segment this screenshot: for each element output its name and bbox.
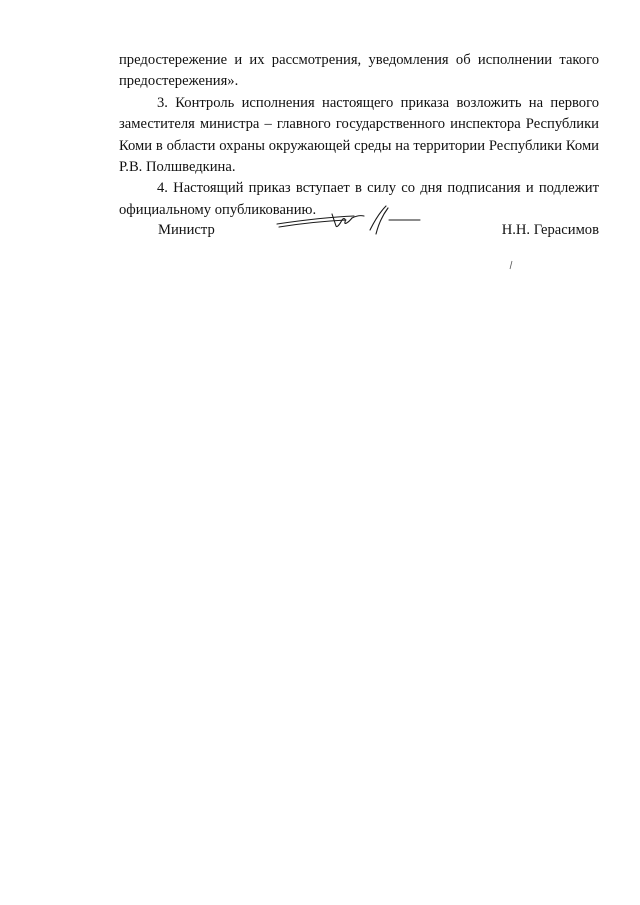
paragraph-continuation: предостережение и их рассмотрения, уведомления об исполнении такого предостережения». [119, 52, 599, 90]
signatory-name: Н.Н. Герасимов [501, 222, 599, 238]
signature-block [119, 218, 599, 248]
handwritten-signature [274, 204, 424, 246]
document-body [119, 50, 599, 221]
signatory-title: Министр [158, 222, 215, 238]
stray-pen-mark [508, 260, 514, 270]
paragraph-item-4: 4. Настоящий приказ вступает в силу со дня подписания и подлежит официальному опубликованию. [119, 180, 599, 218]
paragraph-item-3: 3. Контроль исполнения настоящего приказа возложить на первого заместителя министра – главного государственного инспектора Республики Коми в области охраны окружающей среды на территории Республики Коми Р.В. Полшведкина. [119, 94, 599, 176]
